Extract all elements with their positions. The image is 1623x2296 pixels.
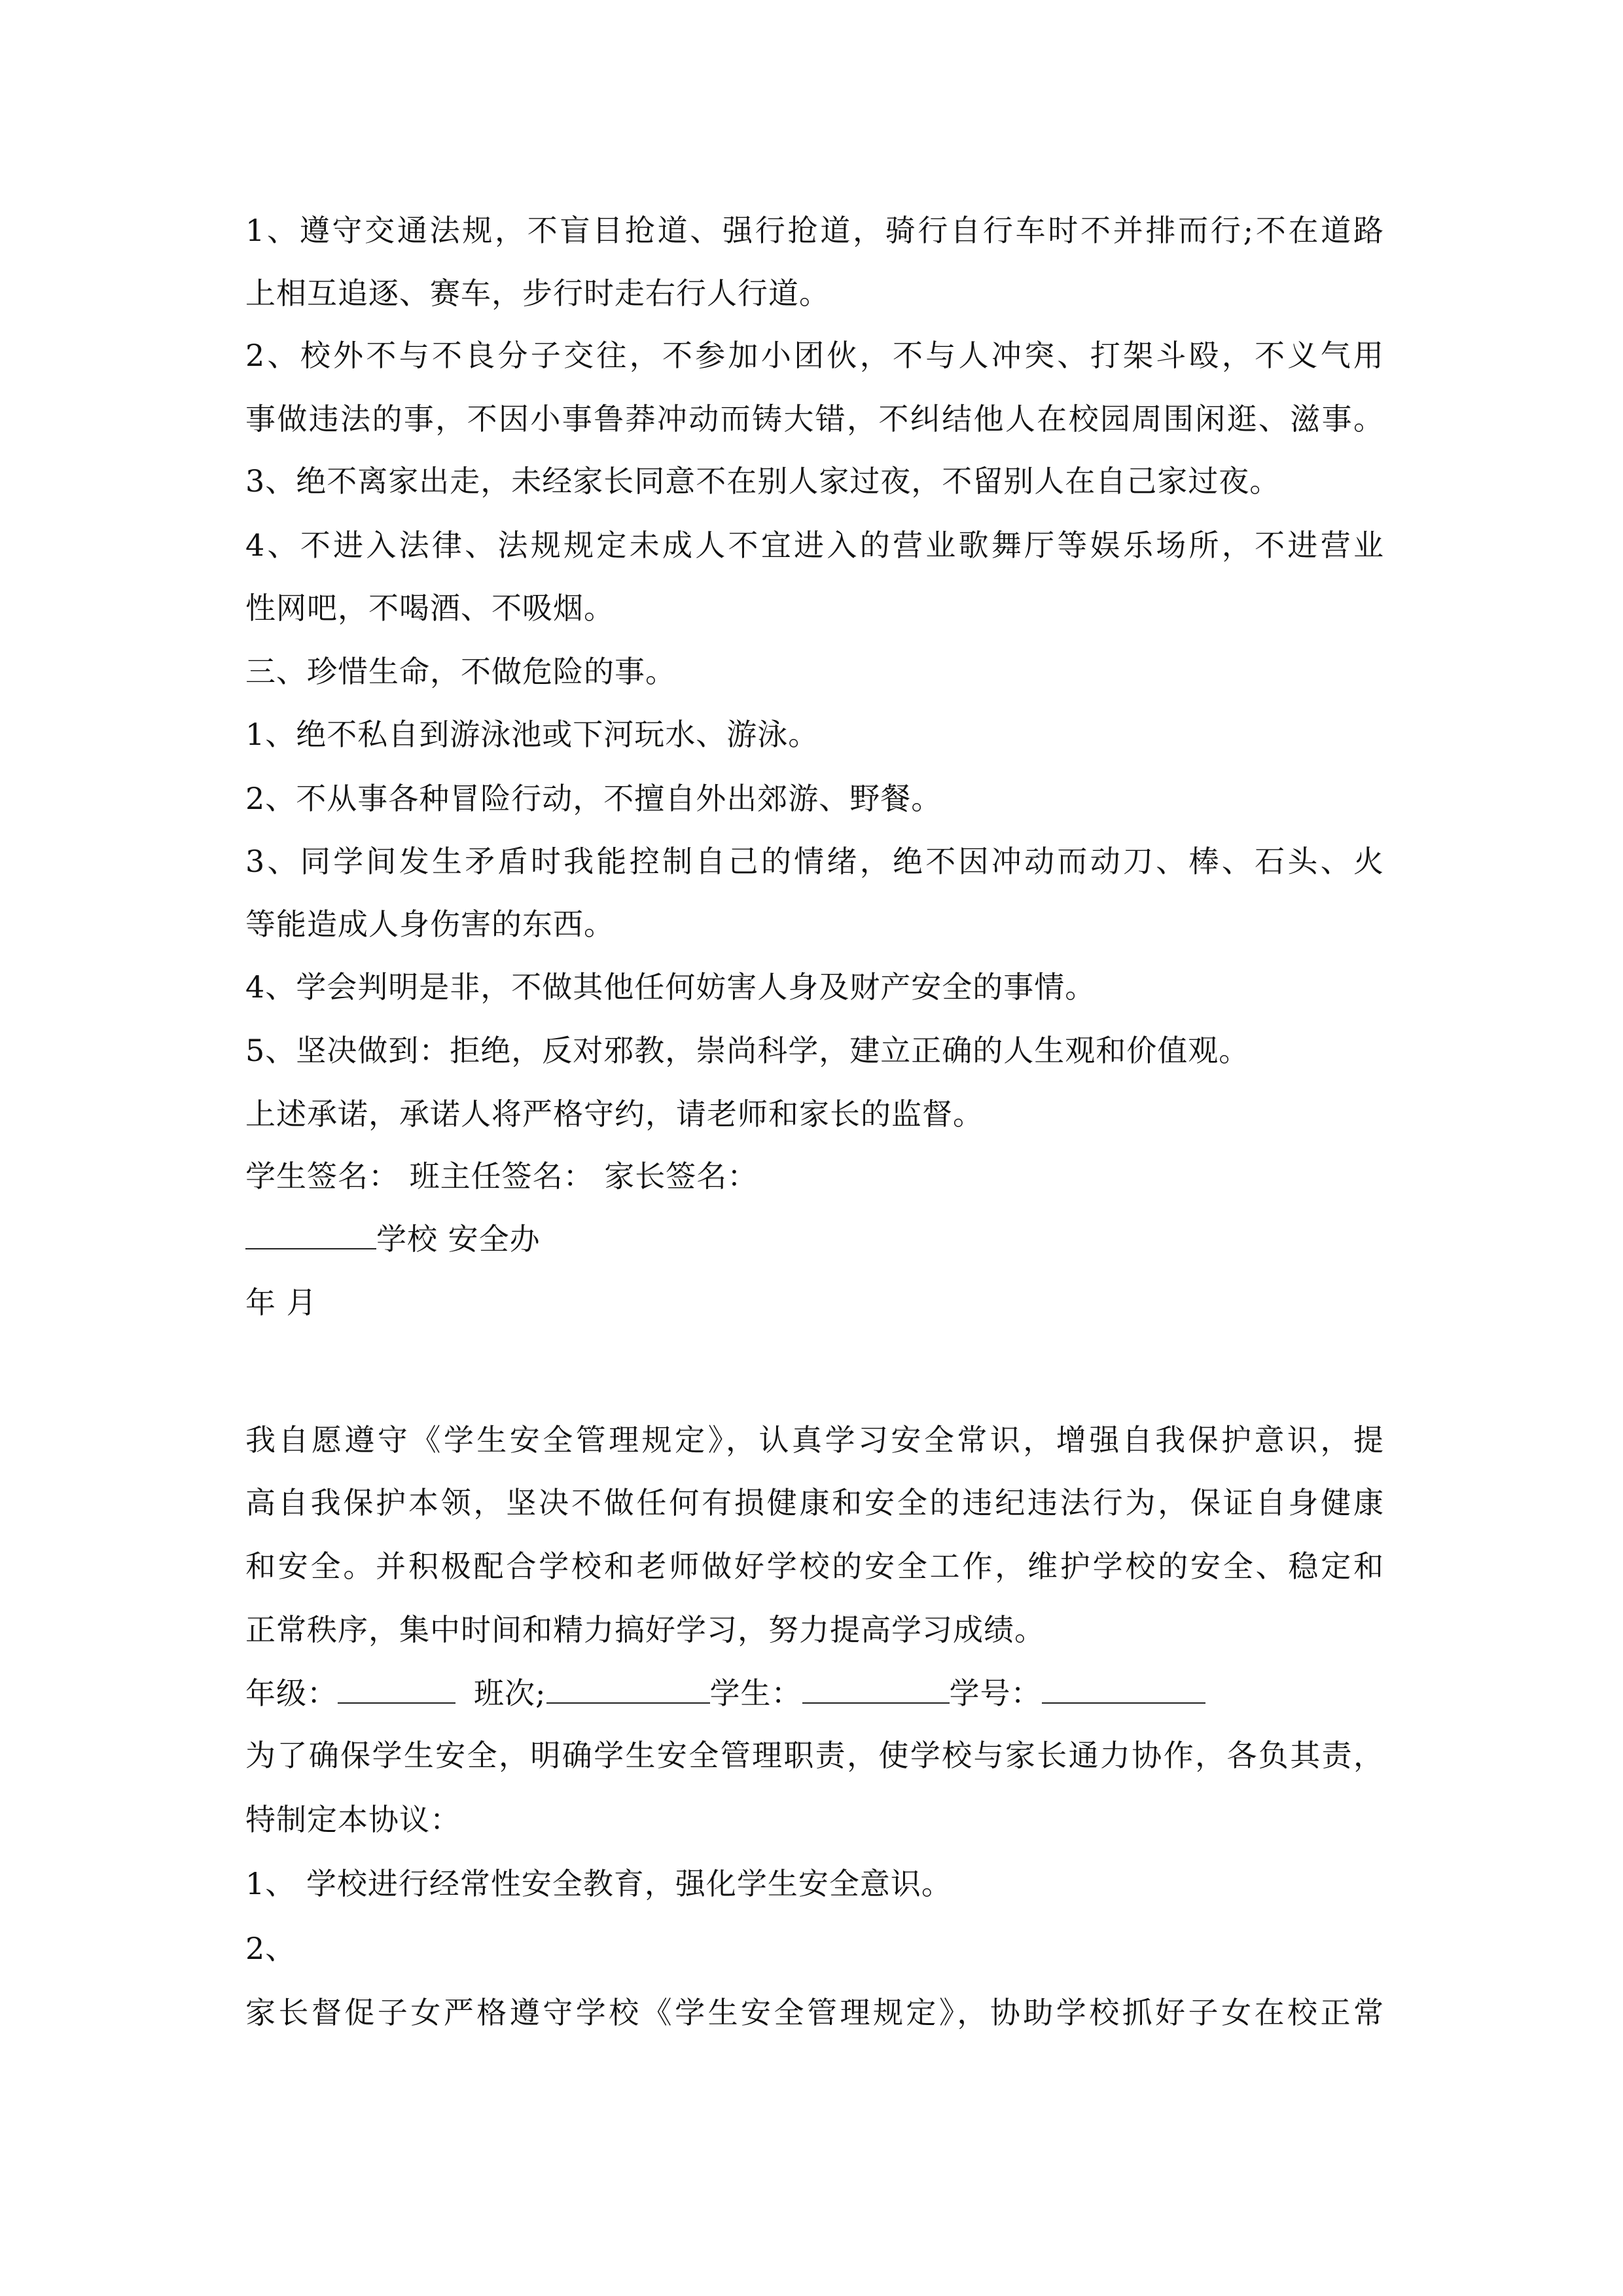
rule-2-line-2: 事做违法的事，不因小事鲁莽冲动而铸大错，不纠结他人在校园周围闲逛、滋事。 bbox=[245, 401, 1384, 437]
pledge-line-1: 我自愿遵守《学生安全管理规定》，认真学习安全常识，增强自我保护意识，提 bbox=[245, 1422, 1384, 1458]
grade-blank bbox=[338, 1674, 455, 1704]
school-office-label: 学校 安全办 bbox=[376, 1221, 541, 1257]
school-name-blank bbox=[245, 1219, 376, 1249]
date-line: 年 月 bbox=[245, 1285, 317, 1320]
rule-1-line-2: 上相互追逐、赛车，步行时走右行人行道。 bbox=[245, 276, 830, 311]
section3-rule-1: 1、绝不私自到游泳池或下河玩水、游泳。 bbox=[245, 717, 819, 752]
agreement-intro-line-2: 特制定本协议： bbox=[245, 1802, 461, 1837]
section3-rule-3-line-1: 3、同学间发生矛盾时我能控制自己的情绪，绝不因冲动而动刀、棒、石头、火 bbox=[245, 844, 1384, 879]
section3-rule-4: 4、学会判明是非，不做其他任何妨害人身及财产安全的事情。 bbox=[245, 969, 1096, 1005]
school-office-line bbox=[245, 1219, 1384, 1259]
section-heading-3: 三、珍惜生命，不做危险的事。 bbox=[245, 654, 676, 689]
agreement-item-2-text: 家长督促子女严格遵守学校《学生安全管理规定》，协助学校抓好子女在校正常 bbox=[245, 1995, 1384, 2030]
student-id-label: 学号： bbox=[949, 1676, 1042, 1711]
rule-2-line-1: 2、校外不与不良分子交往，不参加小团伙，不与人冲突、打架斗殴，不义气用 bbox=[245, 338, 1384, 373]
student-label: 学生： bbox=[709, 1676, 802, 1711]
student-info-line bbox=[245, 1674, 1384, 1713]
agreement-item-1: 1、 学校进行经常性安全教育，强化学生安全意识。 bbox=[245, 1866, 952, 1901]
rule-1-line-1: 1、遵守交通法规，不盲目抢道、强行抢道，骑行自行车时不并排而行;不在道路 bbox=[245, 213, 1384, 248]
section3-rule-5: 5、坚决做到：拒绝，反对邪教，崇尚科学，建立正确的人生观和价值观。 bbox=[245, 1033, 1250, 1068]
pledge-line-3: 和安全。并积极配合学校和老师做好学校的安全工作，维护学校的安全、稳定和 bbox=[245, 1549, 1384, 1584]
student-blank bbox=[802, 1674, 950, 1704]
agreement-item-2-number: 2、 bbox=[245, 1931, 296, 1966]
section3-rule-3-line-2: 等能造成人身伤害的东西。 bbox=[245, 906, 615, 942]
rule-3-line: 3、绝不离家出走，未经家长同意不在别人家过夜，不留别人在自己家过夜。 bbox=[245, 463, 1281, 499]
class-label: 班次; bbox=[474, 1676, 546, 1711]
grade-label: 年级： bbox=[245, 1676, 338, 1711]
commitment-statement: 上述承诺，承诺人将严格守约，请老师和家长的监督。 bbox=[245, 1096, 984, 1132]
rule-4-line-1: 4、不进入法律、法规规定未成人不宜进入的营业歌舞厅等娱乐场所，不进营业 bbox=[245, 528, 1384, 563]
section3-rule-2: 2、不从事各种冒险行动，不擅自外出郊游、野餐。 bbox=[245, 781, 942, 816]
agreement-intro-line-1: 为了确保学生安全，明确学生安全管理职责，使学校与家长通力协作，各负其责， bbox=[245, 1738, 1384, 1773]
pledge-line-4: 正常秩序，集中时间和精力搞好学习，努力提高学习成绩。 bbox=[245, 1612, 1045, 1647]
pledge-line-2: 高自我保护本领，坚决不做任何有损健康和安全的违纪违法行为，保证自身健康 bbox=[245, 1485, 1384, 1520]
class-blank bbox=[546, 1674, 710, 1704]
signature-line: 学生签名： 班主任签名： 家长签名： bbox=[245, 1158, 758, 1194]
rule-4-line-2: 性网吧，不喝酒、不吸烟。 bbox=[245, 590, 615, 626]
student-id-blank bbox=[1042, 1674, 1205, 1704]
